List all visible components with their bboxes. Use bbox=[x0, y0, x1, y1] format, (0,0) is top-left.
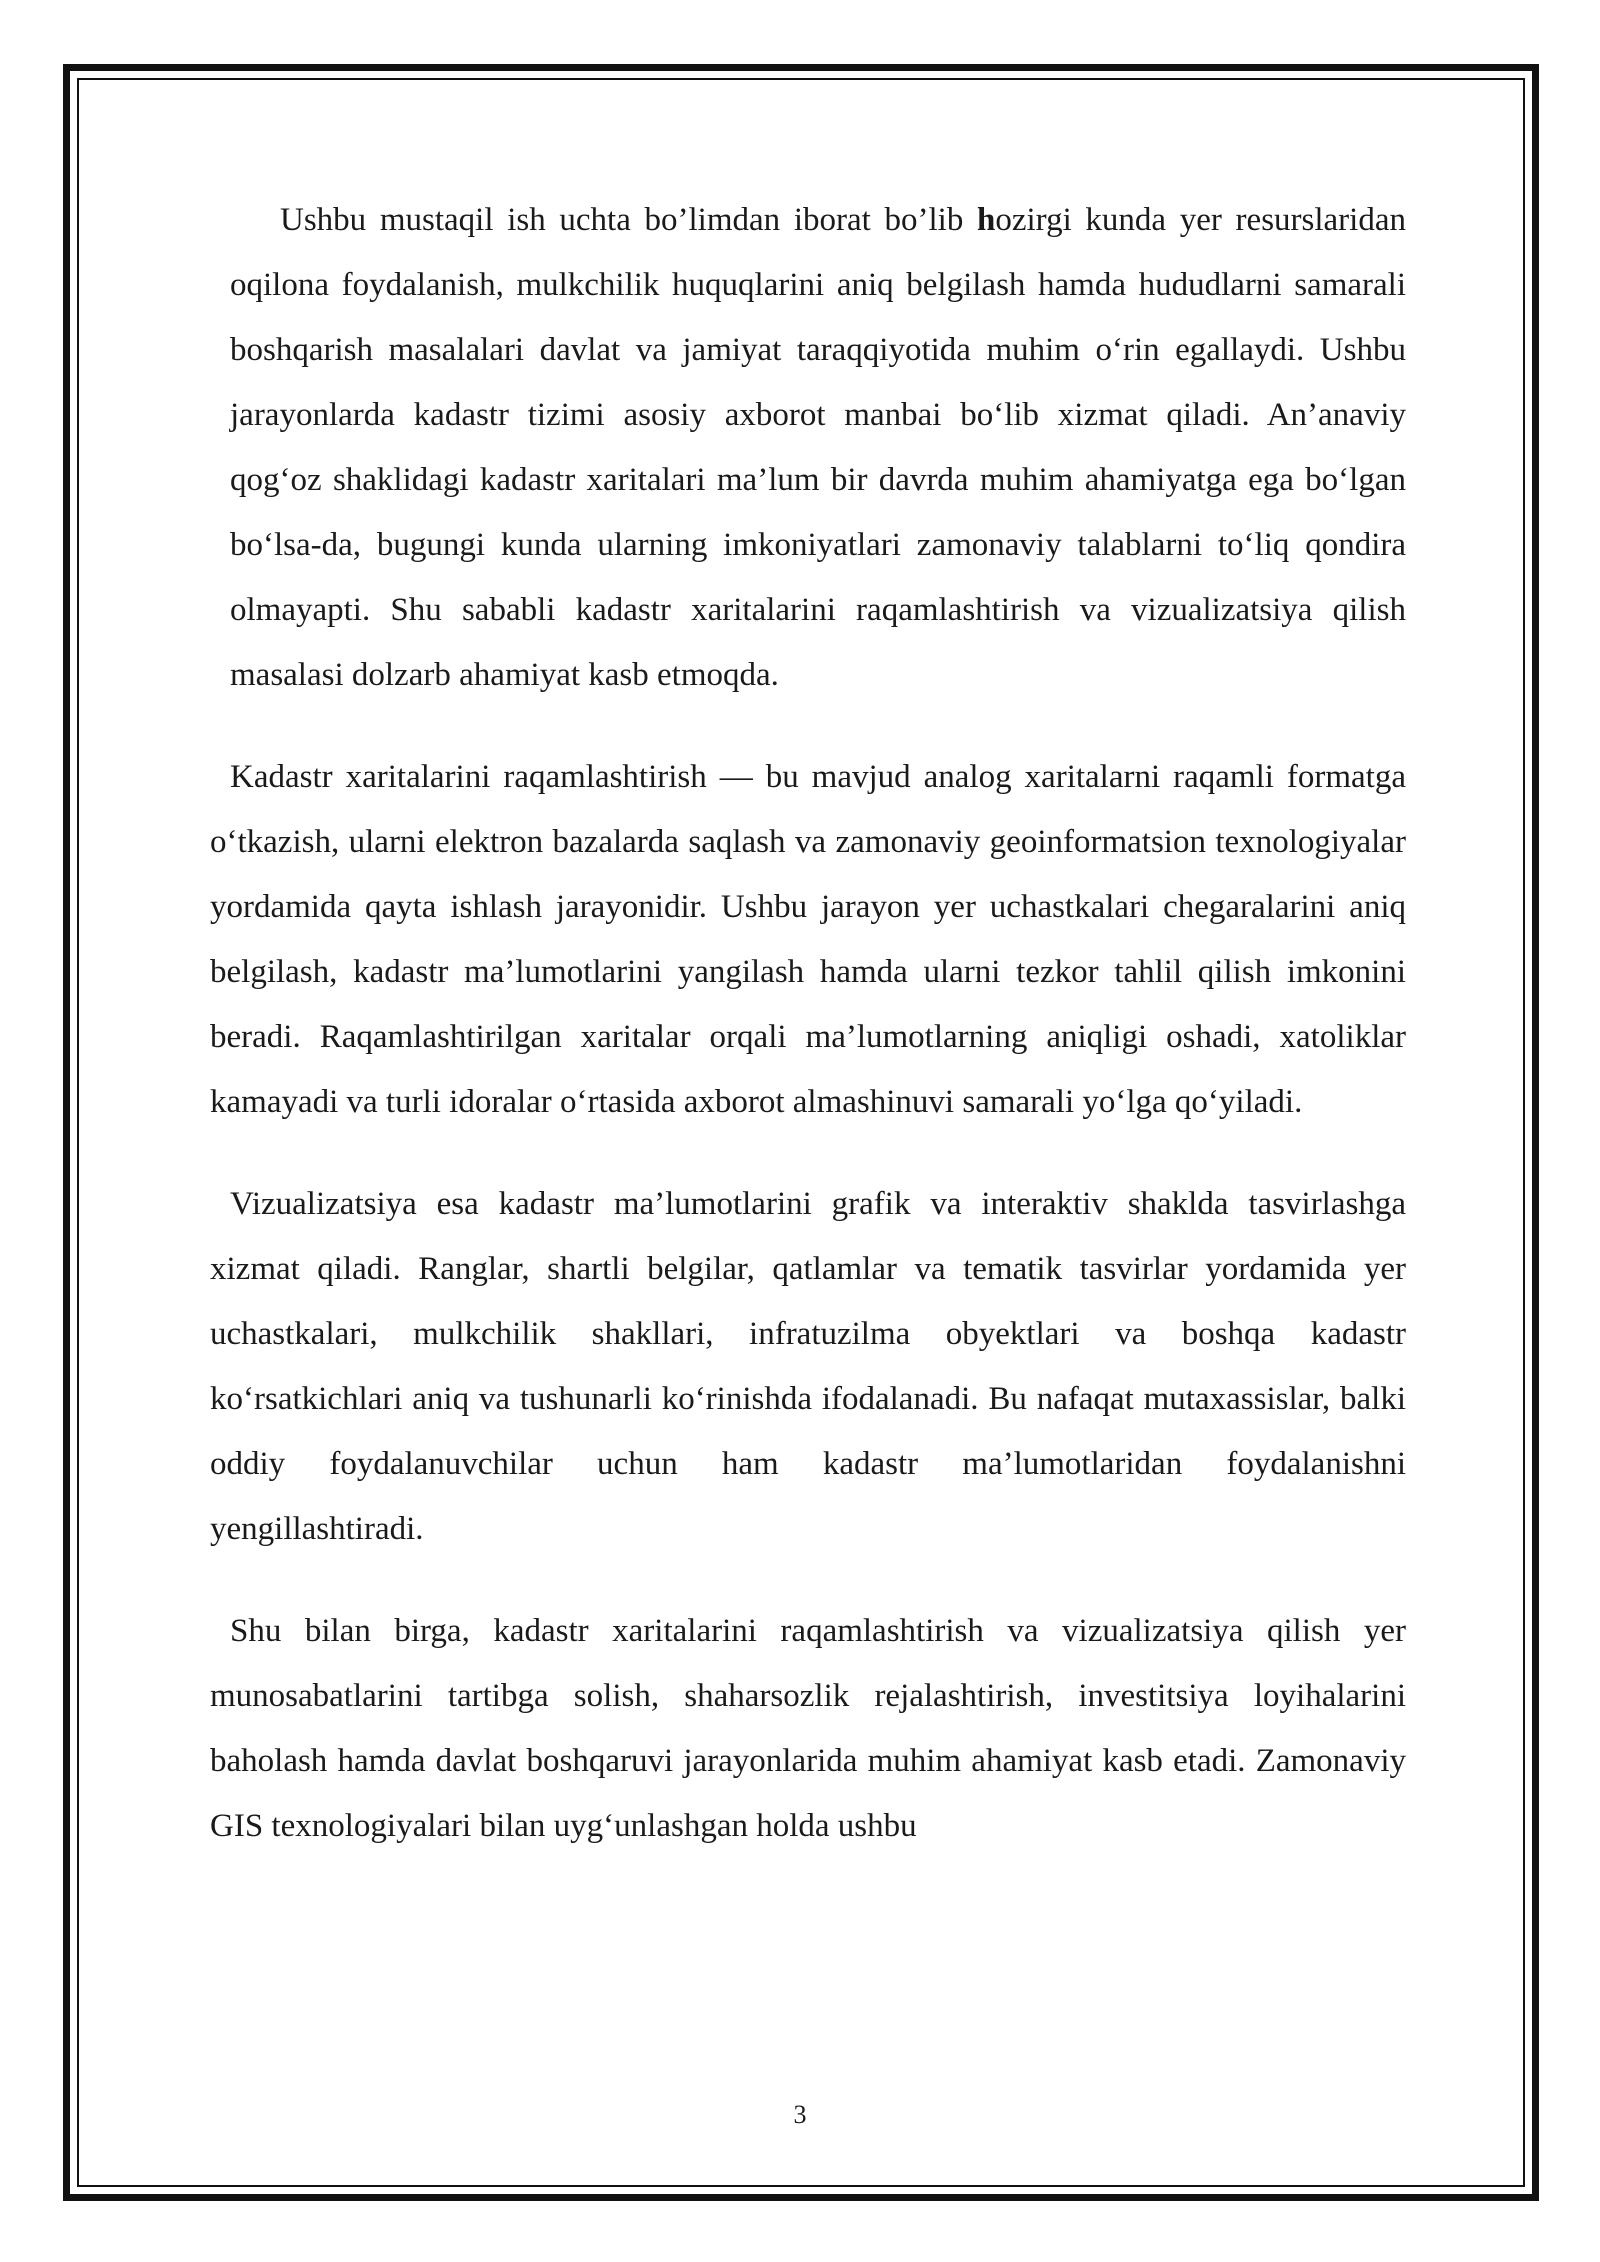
page-number: 3 bbox=[793, 2100, 807, 2129]
paragraph-1 bbox=[210, 188, 1406, 708]
paragraph-3: Vizualizatsiya esa kadastr ma’lumotlarini grafik va interaktiv shaklda tasvirlashga xizmat qiladi. Ranglar, shartli belgilar, qatlamlar va tematik tasvirlar yordamida yer uchastkalari, mulkchilik shakllari, infratuzilma obyektlari va boshqa kadastr ko‘rsatkichlari aniq va tushunarli ko‘rinishda ifodalanadi. Bu nafaqat mutaxassislar, balki oddiy foydalanuvchilar uchun ham kadastr ma’lumotlaridan foydalanishni yengillashtiradi. bbox=[210, 1186, 1406, 1547]
paragraph-2: Kadastr xaritalarini raqamlashtirish — bu mavjud analog xaritalarni raqamli formatga o‘tkazish, ularni elektron bazalarda saqlash va zamonaviy geoinformatsion texnologiyalar yordamida qayta ishlash jarayonidir. Ushbu jarayon yer uchastkalari chegaralarini aniq belgilash, kadastr ma’lumotlarini yangilash hamda ularni tezkor tahlil qilish imkonini beradi. Raqamlashtirilgan xaritalar orqali ma’lumotlarning aniqligi oshadi, xatoliklar kamayadi va turli idoralar o‘rtasida axborot almashinuvi samarali yo‘lga qo‘yiladi. bbox=[210, 759, 1406, 1120]
paragraph-4: Shu bilan birga, kadastr xaritalarini raqamlashtirish va vizualizatsiya qilish yer munosabatlarini tartibga solish, shaharsozlik rejalashtirish, investitsiya loyihalarini baholash hamda davlat boshqaruvi jarayonlarida muhim ahamiyat kasb etadi. Zamonaviy GIS texnologiyalari bilan uyg‘unlashgan holda ushbu bbox=[210, 1613, 1406, 1844]
paragraph-1-text: ozirgi kunda yer resurslaridan oqilona foydalanish, mulkchilik huquqlarini aniq belgilash hamda hududlarni samarali boshqarish masalalari davlat va jamiyat taraqqiyotida muhim o‘rin egallaydi. Ushbu jarayonlarda kadastr tizimi asosiy axborot manbai bo‘lib xizmat qiladi. An’anaviy qog‘oz shaklidagi kadastr xaritalari ma’lum bir davrda muhim ahamiyatga ega bo‘lgan bo‘lsa-da, bugungi kunda ularning imkoniyatlari zamonaviy talablarni to‘liq qondira olmayapti. Shu sababli kadastr xaritalarini raqamlashtirish va vizualizatsiya qilish masalasi dolzarb ahamiyat kasb etmoqda. bbox=[230, 202, 1406, 693]
page-content bbox=[210, 188, 1406, 1859]
paragraph-1-lead: Ushbu mustaqil ish uchta bo’limdan iborat bo’lib bbox=[280, 202, 977, 238]
paragraph-1-bold-letter: h bbox=[977, 202, 996, 238]
